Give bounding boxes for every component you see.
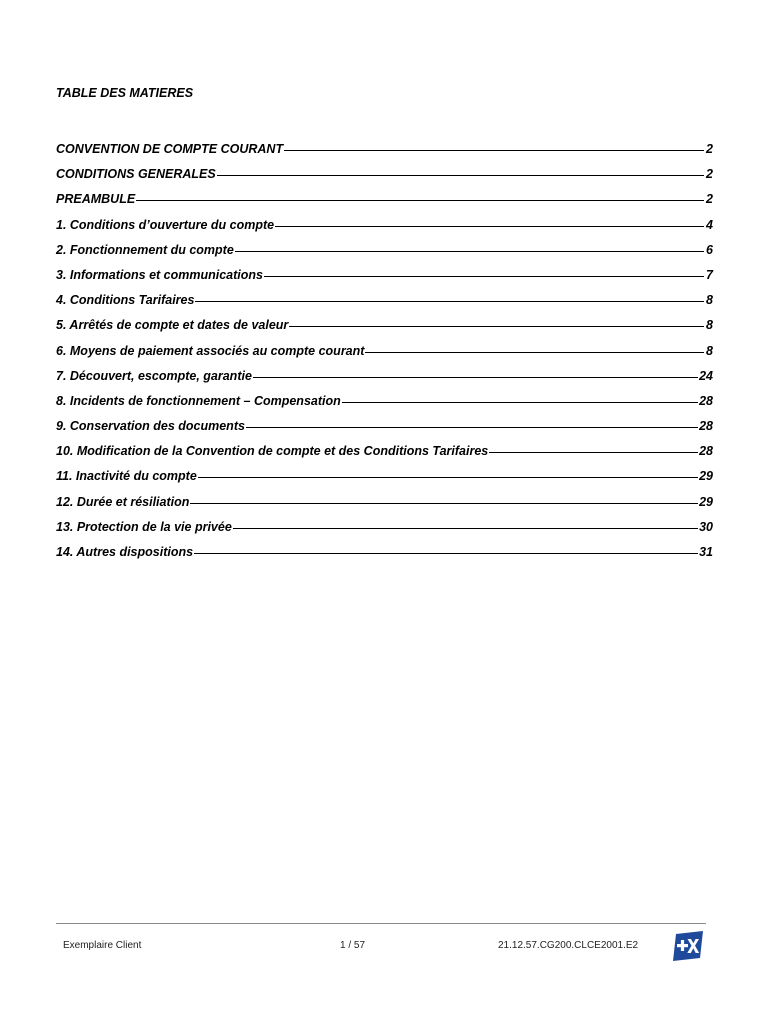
toc-entry-label: 14. Autres dispositions (56, 545, 194, 559)
toc-entry-page: 28 (699, 444, 713, 459)
toc-leader (235, 251, 704, 252)
toc-entry[interactable] (56, 268, 713, 293)
toc-leader (275, 226, 704, 227)
toc-entry-label: 5. Arrêtés de compte et dates de valeur (56, 318, 289, 333)
footer-copy-label: Exemplaire Client (63, 940, 142, 951)
toc-entry-label: 11. Inactivité du compte (56, 469, 197, 484)
toc-entry-page: 6 (706, 242, 713, 257)
toc-entry-label: 1. Conditions d’ouverture du compte (56, 217, 275, 232)
toc-entry-page: 28 (699, 393, 713, 408)
toc-list (56, 142, 713, 570)
toc-leader (190, 503, 698, 504)
toc-leader (198, 477, 698, 478)
toc-title: TABLE DES MATIERES (56, 86, 194, 100)
toc-leader (233, 528, 698, 529)
toc-entry-label: 3. Informations et communications (56, 267, 263, 282)
toc-leader (246, 427, 698, 428)
toc-entry-label: CONDITIONS GENERALES (56, 167, 216, 182)
toc-entry[interactable] (56, 344, 713, 369)
toc-entry-label: 7. Découvert, escompte, garantie (56, 368, 252, 383)
toc-entry-page: 7 (706, 267, 713, 282)
toc-entry[interactable] (56, 318, 713, 343)
toc-entry-page: 2 (706, 142, 713, 156)
toc-entry-label: 2. Fonctionnement du compte (56, 242, 234, 257)
toc-entry-page: 30 (699, 519, 713, 534)
toc-entry[interactable] (56, 419, 713, 444)
toc-entry[interactable] (56, 167, 713, 192)
toc-entry-label: 8. Incidents de fonctionnement – Compensation (56, 393, 341, 408)
toc-leader (489, 452, 698, 453)
toc-entry-label: 13. Protection de la vie privée (56, 519, 232, 534)
footer-divider (56, 923, 706, 924)
toc-entry-label: PREAMBULE (56, 192, 136, 207)
toc-entry-label: 12. Durée et résiliation (56, 494, 190, 509)
toc-entry[interactable] (56, 293, 713, 318)
toc-entry-page: 24 (699, 368, 713, 383)
toc-entry[interactable] (56, 218, 713, 243)
toc-entry-page: 29 (699, 494, 713, 509)
toc-entry-label: CONVENTION DE COMPTE COURANT (56, 142, 284, 156)
toc-leader (264, 276, 704, 277)
toc-leader (284, 150, 704, 151)
toc-entry-page: 4 (706, 217, 713, 232)
toc-entry-label: 9. Conservation des documents (56, 419, 245, 434)
toc-leader (289, 326, 704, 327)
toc-entry[interactable] (56, 394, 713, 419)
toc-entry-label: 10. Modification de la Convention de compte et des Conditions Tarifaires (56, 444, 489, 459)
toc-entry[interactable] (56, 520, 713, 545)
toc-entry[interactable] (56, 444, 713, 469)
toc-entry-page: 28 (699, 419, 713, 434)
toc-entry-page: 8 (706, 343, 713, 358)
toc-entry-page: 2 (706, 192, 713, 207)
toc-entry[interactable] (56, 495, 713, 520)
toc-entry[interactable] (56, 545, 713, 570)
toc-leader (195, 301, 704, 302)
toc-entry[interactable] (56, 142, 713, 167)
toc-entry-page: 31 (699, 545, 713, 559)
toc-leader (253, 377, 698, 378)
toc-entry-page: 29 (699, 469, 713, 484)
toc-entry-label: 6. Moyens de paiement associés au compte courant (56, 343, 365, 358)
toc-leader (365, 352, 704, 353)
plus-x-logo-icon (673, 931, 703, 961)
toc-entry[interactable] (56, 369, 713, 394)
toc-entry[interactable] (56, 469, 713, 494)
toc-leader (342, 402, 698, 403)
footer-page-number: 1 / 57 (340, 940, 366, 951)
toc-entry-page: 8 (706, 293, 713, 308)
toc-entry-page: 8 (706, 318, 713, 333)
footer-document-code: 21.12.57.CG200.CLCE2001.E2 (498, 940, 639, 951)
toc-entry-label: 4. Conditions Tarifaires (56, 293, 195, 308)
toc-entry[interactable] (56, 243, 713, 268)
toc-leader (194, 553, 698, 554)
toc-leader (217, 175, 704, 176)
toc-entry[interactable] (56, 192, 713, 217)
toc-leader (136, 200, 704, 201)
toc-entry-page: 2 (706, 167, 713, 182)
